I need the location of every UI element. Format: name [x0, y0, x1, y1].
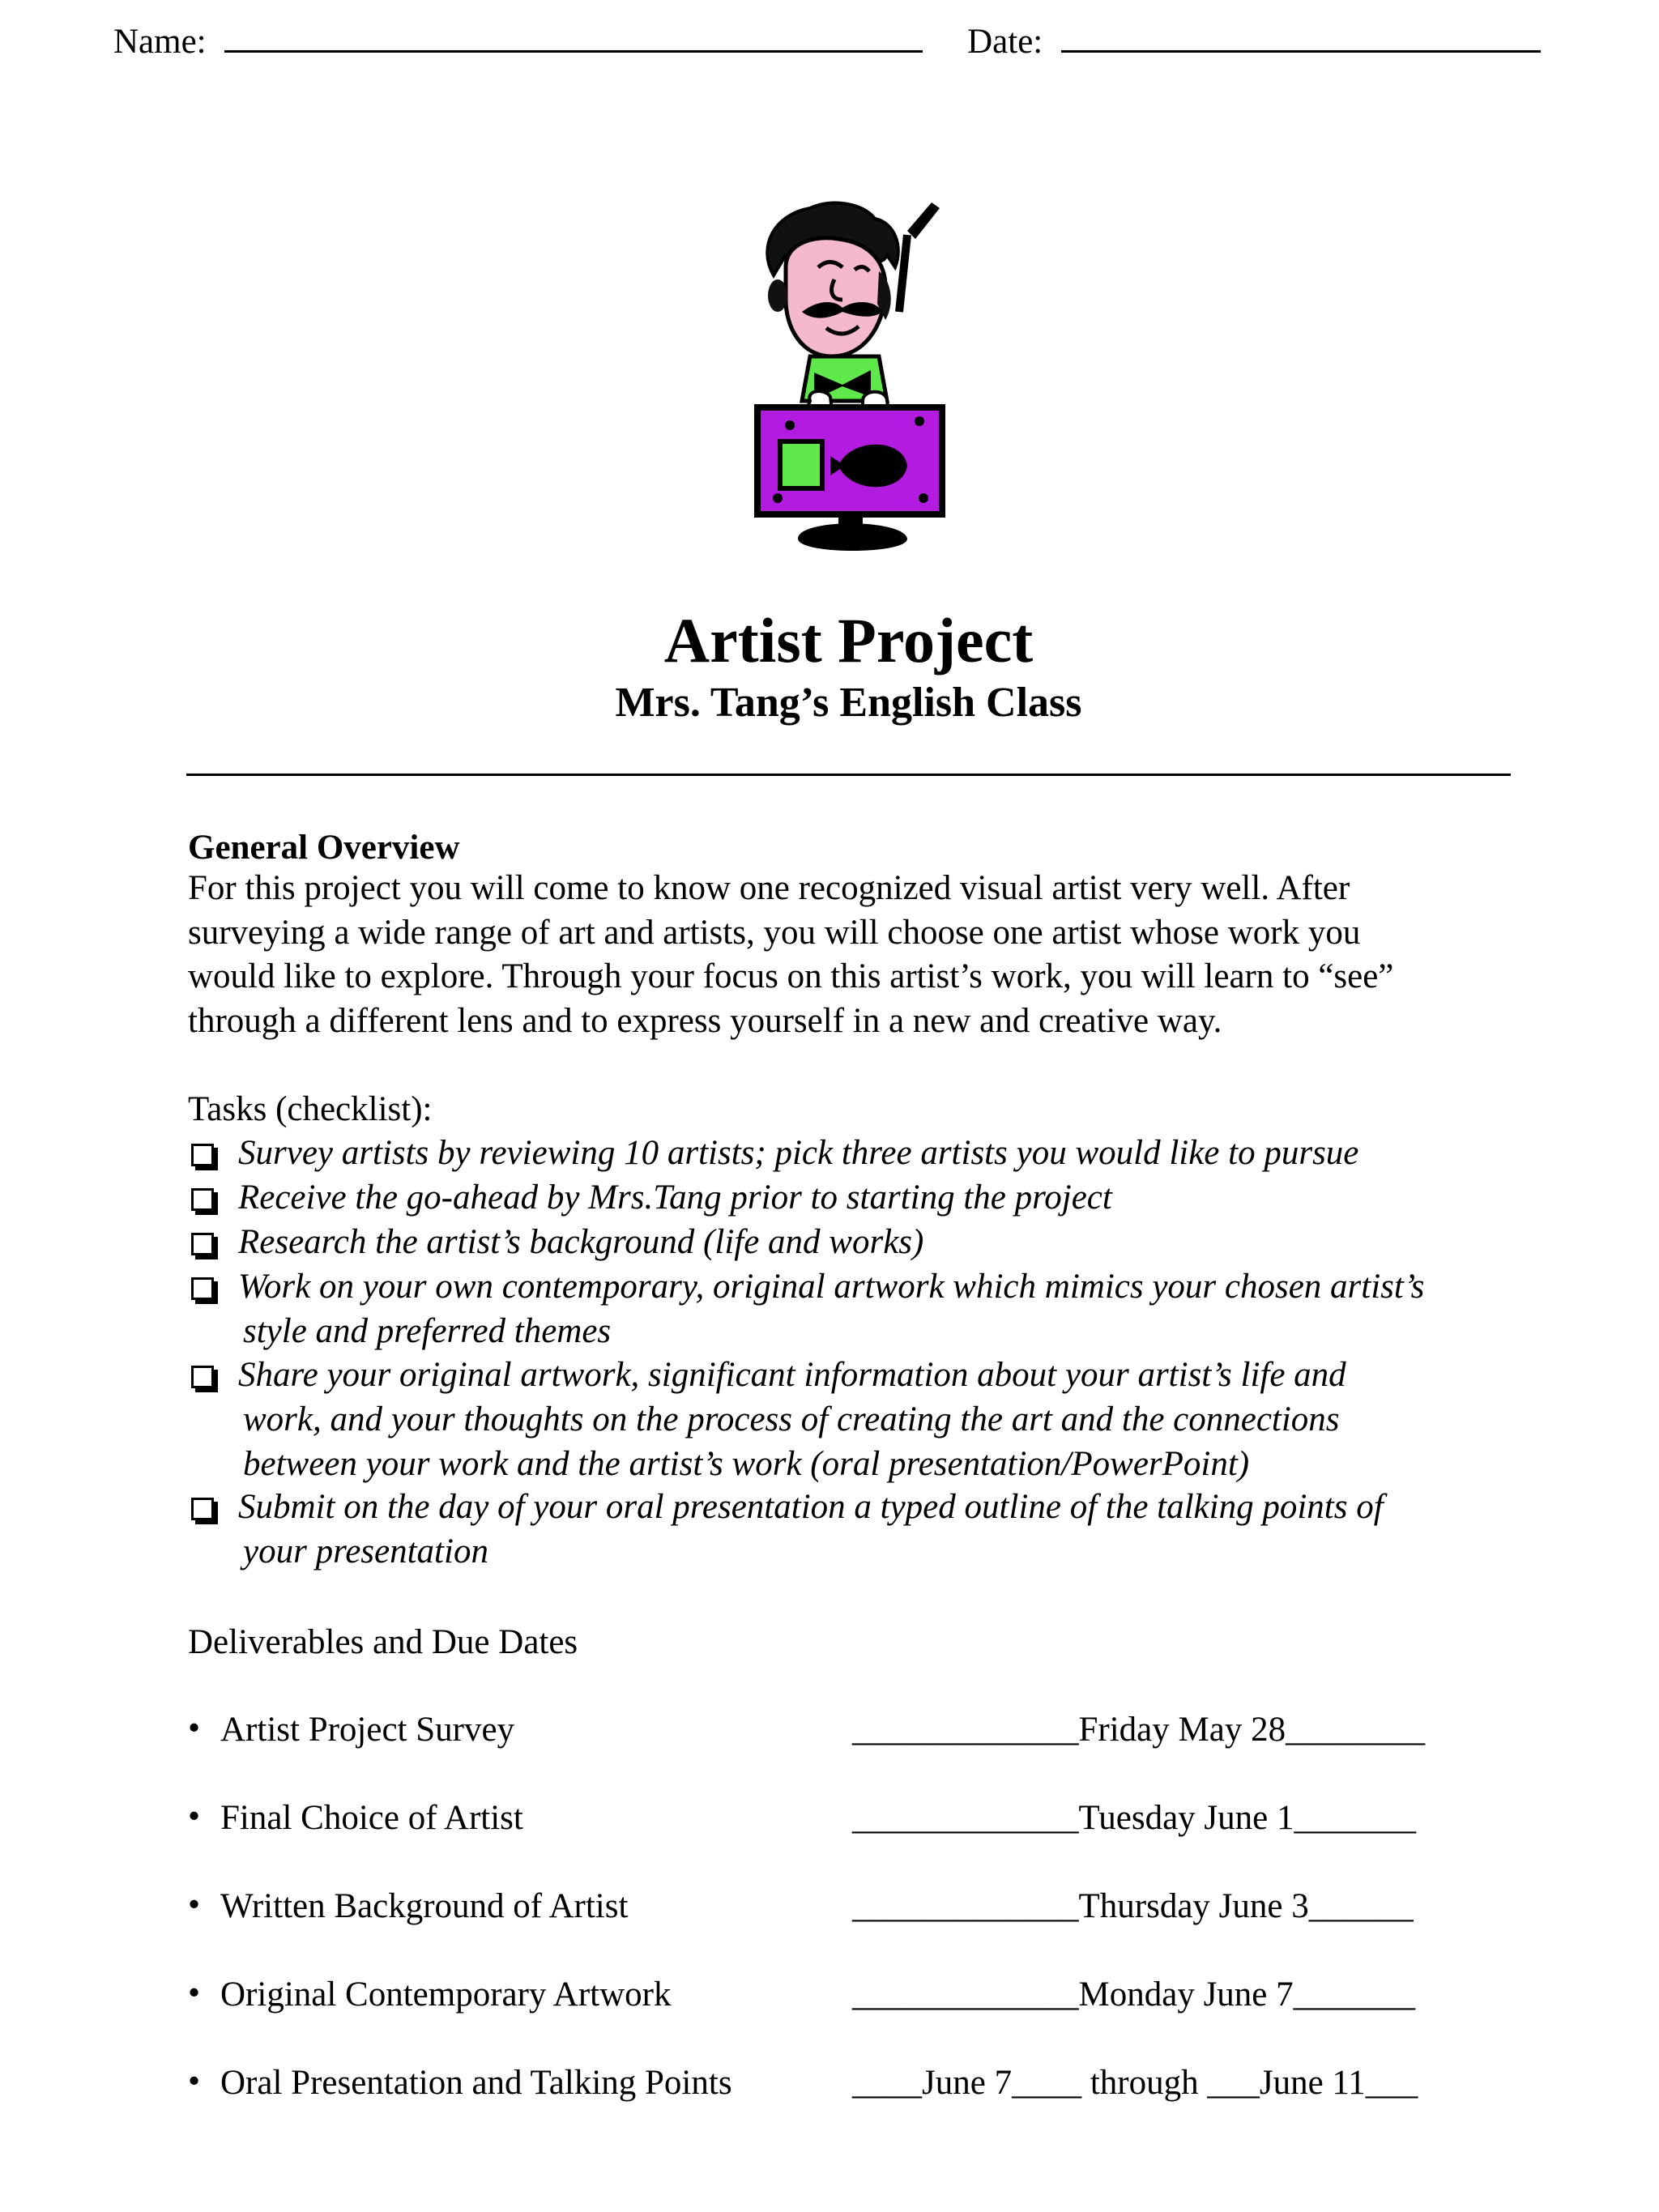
- checkbox[interactable]: [191, 1233, 214, 1255]
- task-text: Research the artist’s background (life and works): [238, 1223, 924, 1261]
- overview-heading: General Overview: [188, 829, 460, 867]
- deliverable-item: [188, 2062, 1565, 2106]
- overview-line: through a different lens and to express yourself in a new and creative way.: [188, 1001, 1222, 1040]
- deliverable-label: Original Contemporary Artwork: [220, 1975, 672, 2014]
- overview-line: For this project you will come to know one recognized visual artist very well. After: [188, 869, 1350, 907]
- name-label: Name:: [113, 23, 207, 61]
- overview-line: surveying a wide range of art and artists, you will choose one artist whose work you: [188, 913, 1361, 952]
- overview-paragraph: [188, 867, 1549, 1043]
- task-text: Share your original artwork, significant information about your artist’s life and: [238, 1356, 1346, 1394]
- page-title: Artist Project: [663, 605, 1034, 676]
- deliverable-date: _____________Monday June 7_______: [852, 1975, 1416, 2014]
- task-text: Survey artists by reviewing 10 artists; pick three artists you would like to pursue: [238, 1134, 1359, 1172]
- deliverable-label: Artist Project Survey: [220, 1711, 515, 1749]
- deliverable-item: [188, 1886, 1565, 1929]
- tasks-heading: Tasks (checklist):: [188, 1090, 433, 1128]
- artist-clipart-icon: [741, 198, 952, 571]
- deliverable-item: [188, 1797, 1565, 1841]
- deliverable-item: [188, 1974, 1565, 2018]
- deliverable-date: _____________Tuesday June 1_______: [852, 1799, 1416, 1837]
- name-blank-line[interactable]: [224, 18, 923, 53]
- date-blank-line[interactable]: [1061, 18, 1541, 53]
- deliverable-date: ____June 7____ through ___June 11___: [852, 2064, 1418, 2102]
- overview-line: would like to explore. Through your focus on this artist’s work, you will learn to “see”: [188, 957, 1394, 995]
- task-text: between your work and the artist’s work (oral presentation/PowerPoint): [243, 1445, 1250, 1483]
- bullet: •: [188, 1886, 201, 1924]
- checkbox[interactable]: [191, 1498, 214, 1520]
- deliverable-date: _____________Friday May 28________: [852, 1711, 1426, 1749]
- checkbox[interactable]: [191, 1188, 214, 1211]
- task-text: style and preferred themes: [243, 1312, 612, 1350]
- title-divider: [186, 774, 1511, 776]
- checkbox[interactable]: [191, 1366, 214, 1388]
- task-text: Work on your own contemporary, original artwork which mimics your chosen artist’s: [238, 1268, 1425, 1306]
- checkbox[interactable]: [191, 1144, 214, 1166]
- task-text: Receive the go-ahead by Mrs.Tang prior to starting the project: [238, 1178, 1112, 1217]
- bullet: •: [188, 1974, 201, 2012]
- deliverable-date: _____________Thursday June 3______: [852, 1887, 1414, 1925]
- task-text: work, and your thoughts on the process of creating the art and the connections: [243, 1400, 1340, 1438]
- bullet: •: [188, 1709, 201, 1747]
- page-subtitle: Mrs. Tang’s English Class: [615, 680, 1082, 726]
- deliverable-label: Oral Presentation and Talking Points: [220, 2064, 732, 2102]
- checkbox[interactable]: [191, 1277, 214, 1300]
- bullet: •: [188, 1797, 201, 1835]
- deliverable-item: [188, 1709, 1565, 1753]
- name-date-header: [113, 18, 1555, 66]
- task-text: Submit on the day of your oral presentation a typed outline of the talking points of: [238, 1488, 1384, 1526]
- deliverable-label: Final Choice of Artist: [220, 1799, 523, 1837]
- bullet: •: [188, 2062, 201, 2100]
- date-label: Date:: [967, 23, 1043, 61]
- deliverables-heading: Deliverables and Due Dates: [188, 1623, 578, 1661]
- deliverable-label: Written Background of Artist: [220, 1887, 629, 1925]
- task-text: your presentation: [243, 1532, 488, 1571]
